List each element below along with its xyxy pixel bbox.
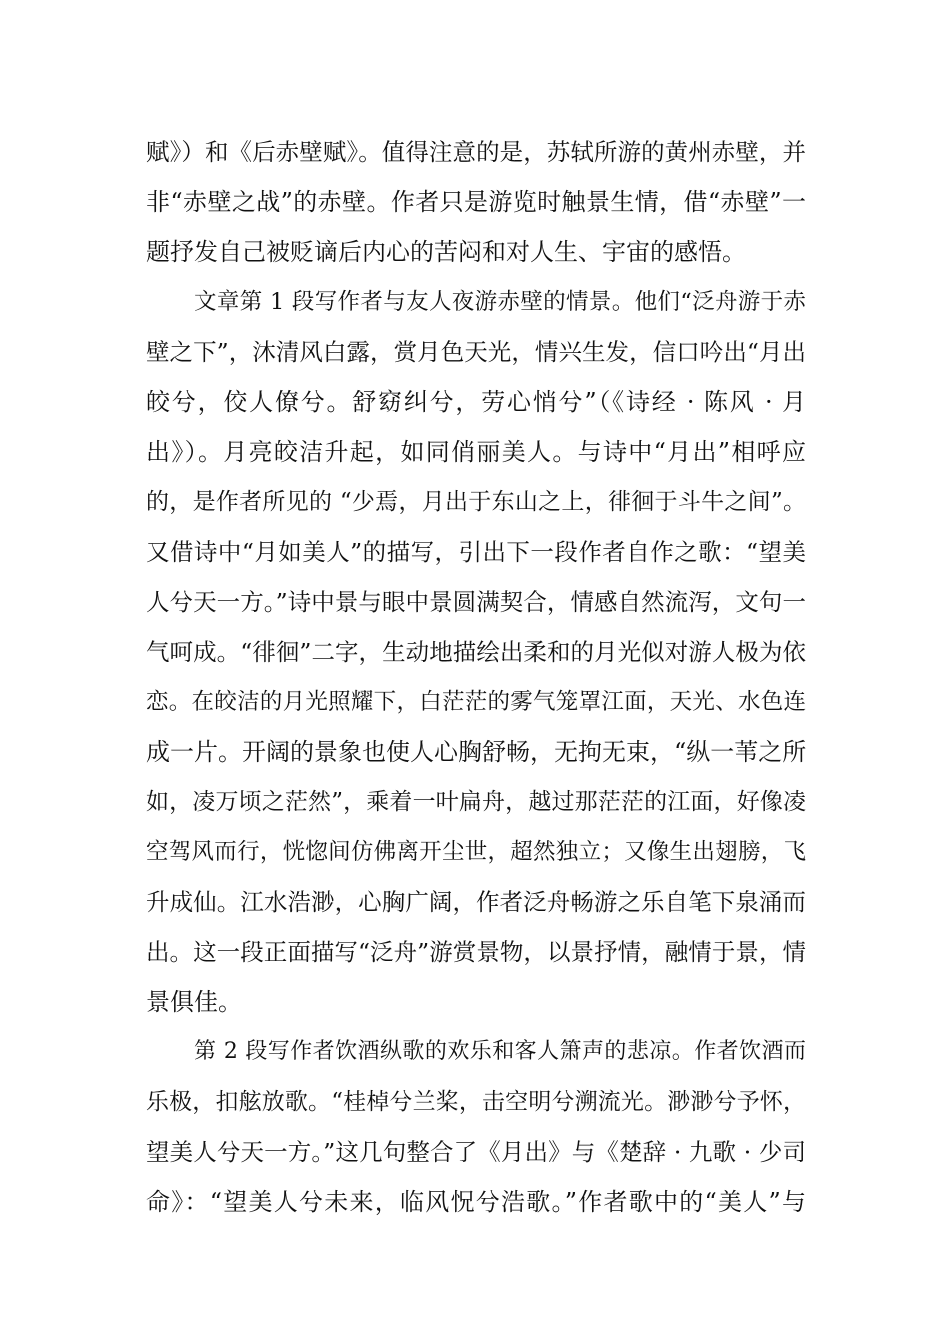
text-line: 命》：“望美人兮未来，临风怳兮浩歌。”作者歌中的“美人”与	[146, 1188, 806, 1216]
text-line: 恋。在皎洁的月光照耀下，白茫茫的雾气笼罩江面，天光、水色连	[146, 689, 806, 715]
text-line: 空驾风而行，恍惚间仿佛离开尘世，超然独立；又像生出翅膀，飞	[146, 839, 806, 865]
text-line: 皎兮，佼人僚兮。舒窈纠兮，劳心悄兮”（《诗经 · 陈风 · 月	[146, 388, 806, 416]
text-line: 如，凌万顷之茫然”，乘着一叶扁舟，越过那茫茫的江面，好像凌	[146, 789, 806, 815]
text-line: 升成仙。江水浩渺，心胸广阔，作者泛舟畅游之乐自笔下泉涌而	[146, 888, 806, 916]
paragraph-first-line: 第 2 段写作者饮酒纵歌的欢乐和客人箫声的悲凉。作者饮酒而	[194, 1039, 806, 1064]
text-line: 气呵成。“徘徊”二字，生动地描绘出柔和的月光似对游人极为依	[146, 638, 806, 666]
text-line: 出》）。月亮皎洁升起，如同俏丽美人。与诗中“月出”相呼应	[146, 438, 806, 466]
text-line: 望美人兮天一方。”这几句整合了《月出》与《楚辞 · 九歌 · 少司	[146, 1138, 806, 1166]
text-line: 壁之下”，沐清风白露，赏月色天光，情兴生发，信口吟出“月出	[146, 338, 806, 366]
paragraph-first-line: 文章第 1 段写作者与友人夜游赤壁的情景。他们“泛舟游于赤	[194, 289, 806, 315]
text-line: 的，是作者所见的 “少焉，月出于东山之上，徘徊于斗牛之间”。	[146, 489, 806, 515]
text-line: 题抒发自己被贬谪后内心的苦闷和对人生、宇宙的感悟。	[146, 238, 746, 266]
text-line: 赋》）和《后赤壁赋》。值得注意的是，苏轼所游的黄州赤壁，并	[146, 138, 806, 166]
text-line: 景俱佳。	[146, 988, 242, 1016]
text-line: 乐极，扣舷放歌。“桂棹兮兰桨，击空明兮溯流光。渺渺兮予怀，	[146, 1089, 806, 1115]
text-line: 又借诗中“月如美人”的描写，引出下一段作者自作之歌：“望美	[146, 538, 806, 566]
text-line: 成一片。开阔的景象也使人心胸舒畅，无拘无束，“纵一苇之所	[146, 738, 806, 766]
text-line: 非“赤壁之战”的赤壁。作者只是游览时触景生情，借“赤壁”一	[146, 188, 806, 216]
text-line: 出。这一段正面描写“泛舟”游赏景物，以景抒情，融情于景，情	[146, 938, 806, 966]
text-line: 人兮天一方。”诗中景与眼中景圆满契合，情感自然流泻，文句一	[146, 588, 806, 616]
